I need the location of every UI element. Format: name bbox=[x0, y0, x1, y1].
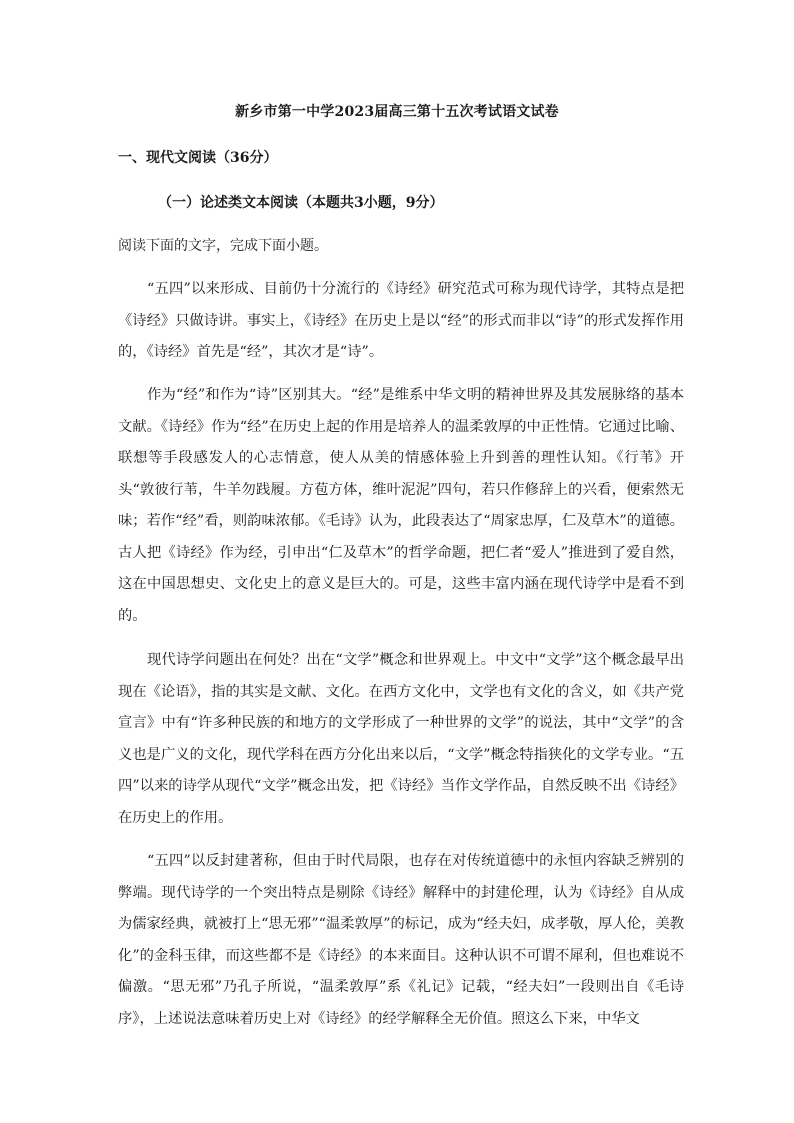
paragraph-4: “五四”以反封建著称，但由于时代局限，也存在对传统道德中的永恒内容缺乏辨别的弊端。现代诗学的一个突出特点是剔除《诗经》解释中的封建伦理，认为《诗经》自从成为儒家经典，就被打上“思无邪”“温柔敦厚”的标记，成为“经夫妇，成孝敬，厚人伦，美教化”的金科玉律，而这些都不是《诗经》的本来面目。这种认识不可谓不犀利，但也难说不偏激。“思无邪”乃孔子所说，“温柔敦厚”系《礼记》记载，“经夫妇”一段则出自《毛诗序》，上述说法意味着历史上对《诗经》的经学解释全无价值。照这么下来，中华文 bbox=[118, 853, 684, 1027]
section-heading: 一、现代文阅读（36分） bbox=[118, 150, 278, 166]
document-title: 新乡市第一中学2023届高三第十五次考试语文试卷 bbox=[235, 104, 559, 120]
paragraph-1: “五四”以来形成、目前仍十分流行的《诗经》研究范式可称为现代诗学，其特点是把《诗经》只做诗讲。事实上，《诗经》在历史上是以“经”的形式而非以“诗”的形式发挥作用的，《诗经》首先是“经”，其次才是“诗”。 bbox=[118, 281, 684, 360]
paragraph-2: 作为“经”和作为“诗”区别其大。“经”是维系中华文明的精神世界及其发展脉络的基本文献。《诗经》作为“经”在历史上起的作用是培养人的温柔敦厚的中正性情。它通过比喻、联想等手段感发人的心志情意，使人从美的情感体验上升到善的理性认知。《行苇》开头“敦彼行苇，牛羊勿践履。方苞方体，维叶泥泥”四句，若只作修辞上的兴看，便索然无味；若作“经”看，则韵味浓郁。《毛诗》认为，此段表达了“周家忠厚，仁及草木”的道德。古人把《诗经》作为经，引申出“仁及草木”的哲学命题，把仁者“爱人”推进到了爱自然，这在中国思想史、文化史上的意义是巨大的。可是，这些丰富内涵在现代诗学中是看不到的。 bbox=[118, 387, 684, 624]
reading-instruction: 阅读下面的文字，完成下面小题。 bbox=[118, 238, 328, 254]
sub-heading: （一）论述类文本阅读（本题共3小题，9分） bbox=[158, 195, 444, 211]
paragraph-3: 现代诗学问题出在何处？出在“文学”概念和世界观上。中文中“文学”这个概念最早出现在《论语》，指的其实是文献、文化。在西方文化中，文学也有文化的含义，如《共产党宣言》中有“许多种民族的和地方的文学形成了一种世界的文学”的说法，其中“文学”的含义也是广义的文化，现代学科在西方分化出来以后，“文学”概念特指狭化的文学专业。“五四”以来的诗学从现代“文学”概念出发，把《诗经》当作文学作品，自然反映不出《诗经》在历史上的作用。 bbox=[118, 652, 684, 826]
